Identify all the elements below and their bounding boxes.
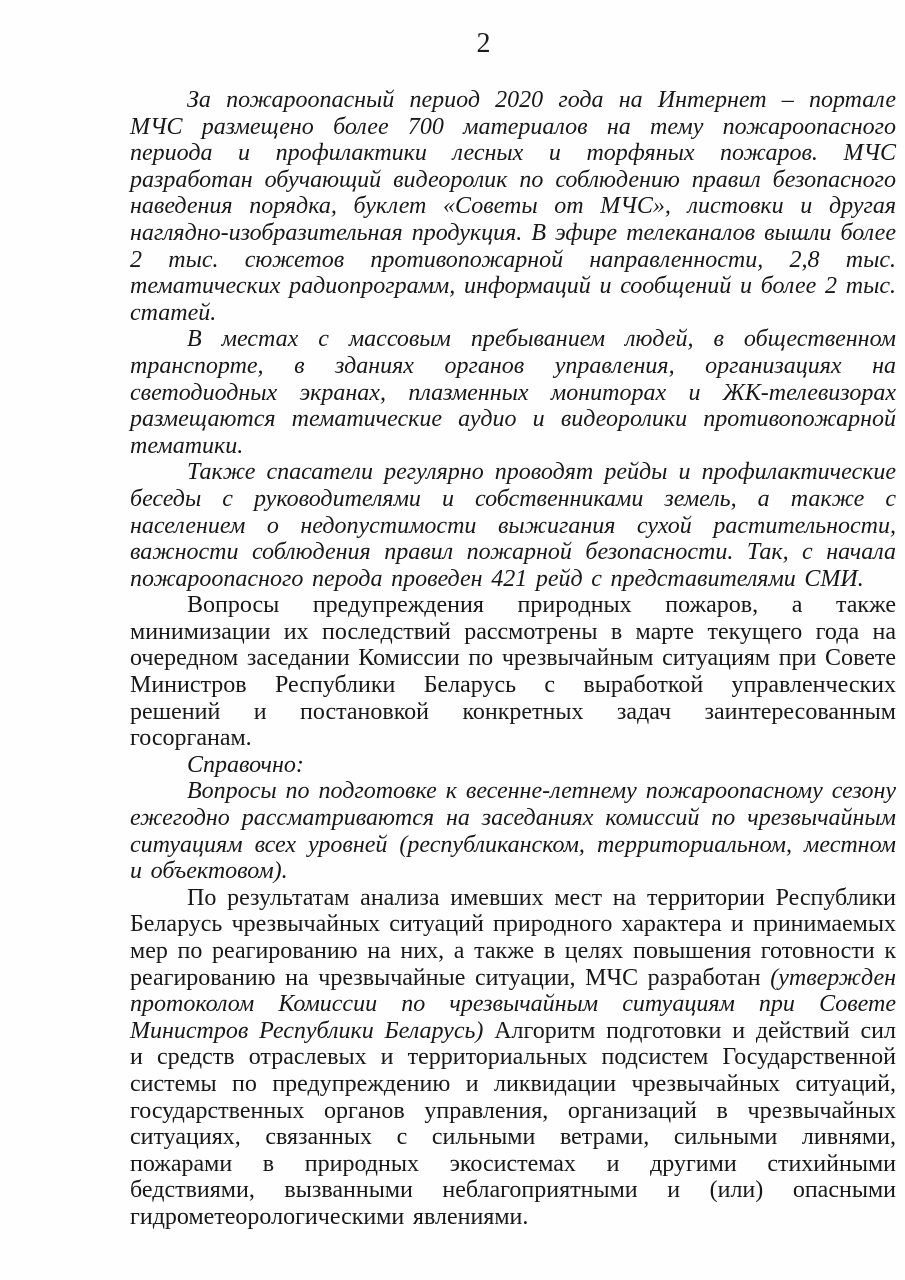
algorithm-protocol-note: (утвержден протоколом Комиссии по чрезвычайным ситуациям при Совете Министров Республики Беларусь) — [130, 964, 896, 1044]
paragraph-algorithm — [130, 885, 896, 1231]
paragraph-reference-note: Вопросы по подготовке к весенне-летнему пожароопасному сезону ежегодно рассматриваются на заседаниях комиссий по чрезвычайным ситуациям всех уровней (республиканском, территориальном, местном и объектовом). — [130, 778, 896, 885]
page-number: 2 — [476, 28, 491, 59]
algorithm-text-lead: По результатам анализа имевших мест на территории Республики Беларусь чрезвычайных ситуаций природного характера и принимаемых мер по реагированию на них, а также в целях повышения готовности к реагированию на чрезвычайные ситуации, МЧС разработан — [130, 884, 896, 991]
paragraph-rescuer-raids: Также спасатели регулярно проводят рейды и профилактические беседы с руководителями и собственниками земель, а также с населением о недопустимости выжигания сухой растительности, важности соблюдения правил пожарной безопасности. Так, с начала пожароопасного перода проведен 421 рейд с представителями СМИ. — [130, 459, 896, 592]
algorithm-text-tail: Алгоритм подготовки и действий сил и средств отраслевых и территориальных подсистем Государственной системы по предупреждению и ликвидации чрезвычайных ситуаций, государственных органов управления, организаций в чрезвычайных ситуациях, связанных с сильными ветрами, сильными ливнями, пожарами в природных экосистемах и другими стихийными бедствиями, вызванными неблагоприятными и (или) опасными гидрометеорологическими явлениями. — [130, 1017, 896, 1230]
paragraph-public-places-media: В местах с массовым пребыванием людей, в общественном транспорте, в зданиях органов управления, организациях на светодиодных экранах, плазменных мониторах и ЖК-телевизорах размещаются тематические аудио и видеоролики противопожарной тематики. — [130, 326, 896, 459]
reference-label: Справочно: — [187, 751, 304, 778]
paragraph-internet-portal: За пожароопасный период 2020 года на Интернет – портале МЧС размещено более 700 материалов на тему пожароопасного периода и профилактики лесных и торфяных пожаров. МЧС разработан обучающий видеоролик по соблюдению правил безопасного наведения порядка, буклет «Советы от МЧС», листовки и другая наглядно-изобразительная продукция. В эфире телеканалов вышли более 2 тыс. сюжетов противопожарной направленности, 2,8 тыс. тематических радиопрограмм, информаций и сообщений и более 2 тыс. статей. — [130, 87, 896, 326]
paragraph-commission-meeting: Вопросы предупреждения природных пожаров, а также минимизации их последствий рассмотрены в марте текущего года на очередном заседании Комиссии по чрезвычайным ситуациям при Совете Министров Республики Беларусь с выработкой управленческих решений и постановкой конкретных задач заинтересованным госорганам. — [130, 592, 897, 752]
document-body — [130, 87, 896, 1231]
